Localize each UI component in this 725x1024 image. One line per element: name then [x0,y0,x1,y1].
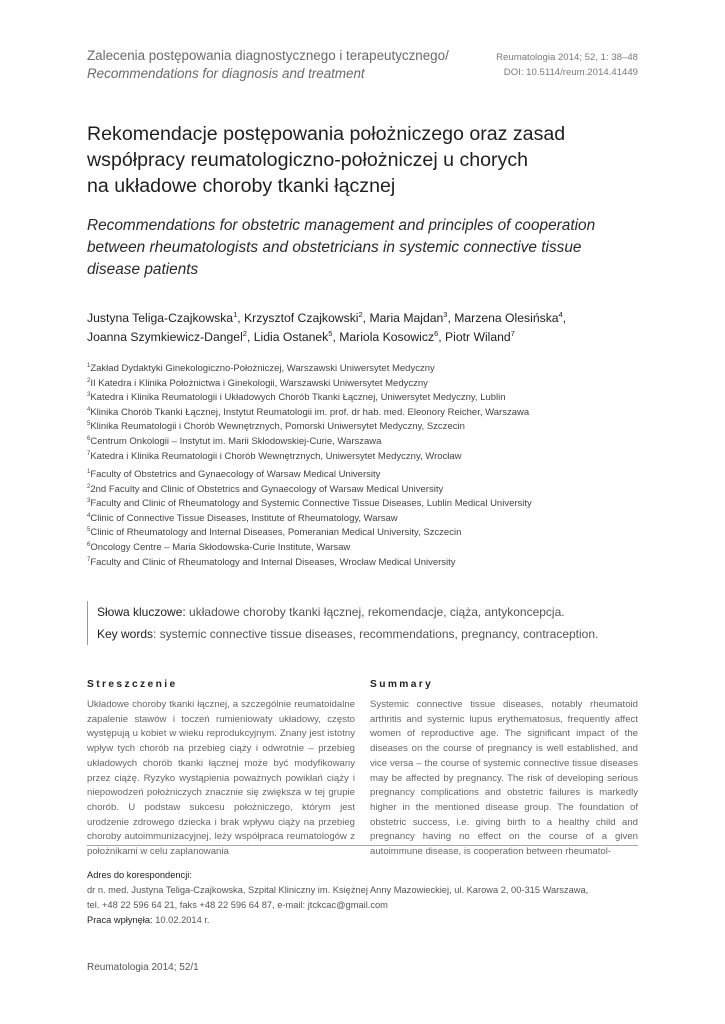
affiliation-item [87,526,647,541]
author-name: Marzena Olesińska [454,311,559,325]
affiliation-text: Katedra i Klinika Reumatologii i Chorób Wewnętrznych, Uniwersytet Medyczny, Wrocław [90,450,462,462]
received-value: 10.02.2014 r. [152,915,210,925]
affiliation-item [87,450,647,465]
affiliation-number: 5 [87,527,91,534]
affiliation-item [87,391,647,406]
section-header [87,47,487,83]
journal-citation: Reumatologia 2014; 52, 1: 38–48 [496,52,638,63]
separator: , [332,330,340,344]
author-name: Justyna Teliga-Czajkowska [87,311,234,325]
affiliation-text: Faculty of Obstetrics and Gynaecology of Warsaw Medical University [90,469,381,480]
abstract-pl-heading: Streszczenie [87,679,178,690]
doi: DOI: 10.5114/reum.2014.41449 [503,67,638,78]
title-line: between rheumatologists and obstetricians in systemic connective tissue [87,239,582,256]
author-affil-ref: 2 [242,329,247,338]
article-title-pl [87,121,647,199]
page-footer: Reumatologia 2014; 52/1 [87,962,199,973]
affiliation-item [87,556,647,571]
affiliation-number: 6 [87,435,91,442]
title-line: Recommendations for obstetric management and principles of cooperation [87,217,596,234]
affiliation-item [87,377,647,392]
author-affil-ref: 7 [510,329,515,338]
article-title-en [87,215,647,281]
affiliation-number: 2 [87,483,91,490]
affiliation-number: 1 [87,469,91,475]
affiliation-text: Clinic of Rheumatology and Internal Diseases, Pomeranian Medical University, Szczecin [90,527,462,539]
affiliation-text: Centrum Onkologii – Instytut im. Marii Skłodowskiej-Curie, Warszawa [90,435,382,447]
received-label: Praca wpłynęła: [87,915,153,925]
separator: , [447,311,455,325]
author-list [87,309,647,347]
abstract-pl [87,678,355,860]
affiliation-number: 6 [87,541,91,548]
affiliation-number: 2 [87,377,91,384]
affiliation-text: 2nd Faculty and Clinic of Obstetrics and Gynaecology of Warsaw Medical University [90,483,444,495]
keywords-pl-label: Słowa kluczowe: [97,605,186,619]
title-line: disease patients [87,261,199,278]
author-name: Lidia Ostanek [253,330,329,344]
keywords-en-label: Key words [97,627,154,641]
affiliation-number: 3 [87,498,91,505]
keywords-en-text: : systemic connective tissue diseases, recommendations, pregnancy, contraception. [153,627,599,641]
affiliation-item [87,512,647,527]
correspondence-contact: tel. +48 22 596 64 21, faks +48 22 596 64 87, e-mail: jtckcac@gmail.com [87,900,388,910]
section-title-pl: Zalecenia postępowania diagnostycznego i terapeutycznego/ [87,48,449,63]
affiliation-item [87,497,647,512]
affiliation-item [87,362,647,377]
affiliation-text: Katedra i Klinika Reumatologii i Układowych Chorób Tkanki Łącznej, Uniwersytet Medyczny, Lublin [90,392,506,404]
affiliation-number: 3 [87,392,91,399]
author-line [87,328,647,347]
separator: , [362,311,370,325]
affiliations-en [87,468,647,570]
author-name: Mariola Kosowicz [339,330,435,344]
abstract-en-heading: Summary [370,679,434,690]
title-line: na układowe choroby tkanki łącznej [87,175,396,197]
author-name: Piotr Wiland [445,330,511,344]
affiliations-pl [87,362,647,464]
affiliation-text: Klinika Reumatologii i Chorób Wewnętrznych, Pomorski Uniwersytet Medyczny, Szczecin [90,421,465,433]
separator: , [237,311,245,325]
abstract-en-text: Systemic connective tissue diseases, notably rheumatoid arthritis and systemic lupus erythematosus, frequently affect women of reproductive age. The significant impact of the diseases on the course of pregnancy is well established, and vice versa – the course of systemic connective tissue diseases may be affected by pregnancy. The risk of developing serious pregnancy complications and obstetric failures is markedly higher in the mentioned disease group. The foundation of obstetric success, i.e. giving birth to a healthy child and pregnancy having no effect on the course of a given autoimmune disease, is cooperation between rheumatol- [370,699,638,858]
affiliation-number: 1 [87,363,91,369]
citation-block [496,50,638,80]
affiliation-item [87,483,647,498]
correspondence-label: Adres do korespondencji: [87,870,192,880]
separator: , [438,330,446,344]
author-affil-ref: 6 [434,329,439,338]
affiliation-text: Faculty and Clinic of Rheumatology and Internal Diseases, Wrocław Medical University [90,556,456,568]
author-name: Maria Majdan [369,311,444,325]
separator: , [246,330,254,344]
author-line [87,309,647,328]
affiliation-number: 4 [87,512,91,519]
affiliation-item [87,435,647,450]
correspondence-block [87,868,647,928]
author-affil-ref: 1 [233,310,238,319]
keywords-pl [97,601,657,623]
correspondence-address: dr n. med. Justyna Teliga-Czajkowska, Szpital Kliniczny im. Księżnej Anny Mazowieckiej, ul. Karowa 2, 00-315 Warszawa, [87,885,589,895]
author-name: Joanna Szymkiewicz-Dangel [87,330,243,344]
author-affil-ref: 5 [328,329,333,338]
affiliation-number: 7 [87,450,91,457]
section-title-en: Recommendations for diagnosis and treatment [87,66,365,81]
affiliation-text: II Katedra i Klinika Położnictwa i Ginekologii, Warszawski Uniwersytet Medyczny [90,377,428,389]
abstract-en [370,678,638,860]
title-line: współpracy reumatologiczno-położniczej u chorych [87,149,529,171]
affiliation-item [87,541,647,556]
affiliation-text: Oncology Centre – Maria Skłodowska-Curie Institute, Warsaw [90,541,351,553]
received-date [87,913,647,928]
affiliation-text: Faculty and Clinic of Rheumatology and Systemic Connective Tissue Diseases, Lublin Medical University [90,498,532,510]
author-affil-ref: 2 [358,310,363,319]
affiliation-text: Klinika Chorób Tkanki Łącznej, Instytut Reumatologii im. prof. dr hab. med. Eleonory Reicher, Warszawa [90,406,530,418]
title-line: Rekomendacje postępowania położniczego oraz zasad [87,123,566,145]
keywords-block [87,601,657,645]
affiliation-text: Zakład Dydaktyki Ginekologiczno-Położniczej, Warszawski Uniwersytet Medyczny [90,363,435,374]
affiliation-number: 4 [87,406,91,413]
affiliation-item [87,406,647,421]
keywords-en [97,623,657,645]
separator: , [562,311,567,325]
affiliation-item [87,420,647,435]
author-name: Krzysztof Czajkowski [244,311,359,325]
keywords-pl-text: układowe choroby tkanki łącznej, rekomendacje, ciąża, antykoncepcja. [185,605,565,619]
author-affil-ref: 3 [443,310,448,319]
author-affil-ref: 4 [558,310,563,319]
affiliation-number: 5 [87,421,91,428]
section-divider [87,845,638,846]
affiliation-text: Clinic of Connective Tissue Diseases, Institute of Rheumatology, Warsaw [90,512,398,524]
affiliation-item [87,468,647,483]
affiliation-number: 7 [87,556,91,563]
abstract-pl-text: Układowe choroby tkanki łącznej, a szczególnie reumatoidalne zapalenie stawów i toczeń rumieniowaty układowy, często występują u kobiet w wieku reprodukcyjnym. Znany jest istotny wpływ tych chorób na przebieg ciąży i odwrotnie – przebieg układowych chorób tkanki łącznej może być modyfikowany przez ciążę. Ryzyko wystąpienia poważnych powikłań ciąży i niepowodzeń położniczych znacznie się zwiększa w tej grupie chorób. U podstaw sukcesu położniczego, którym jest urodzenie zdrowego dziecka i brak wpływu ciąży na przebieg choroby autoimmunizacyjnej, leży współpraca reumatologów z położnikami w celu zaplanowania [87,699,355,858]
